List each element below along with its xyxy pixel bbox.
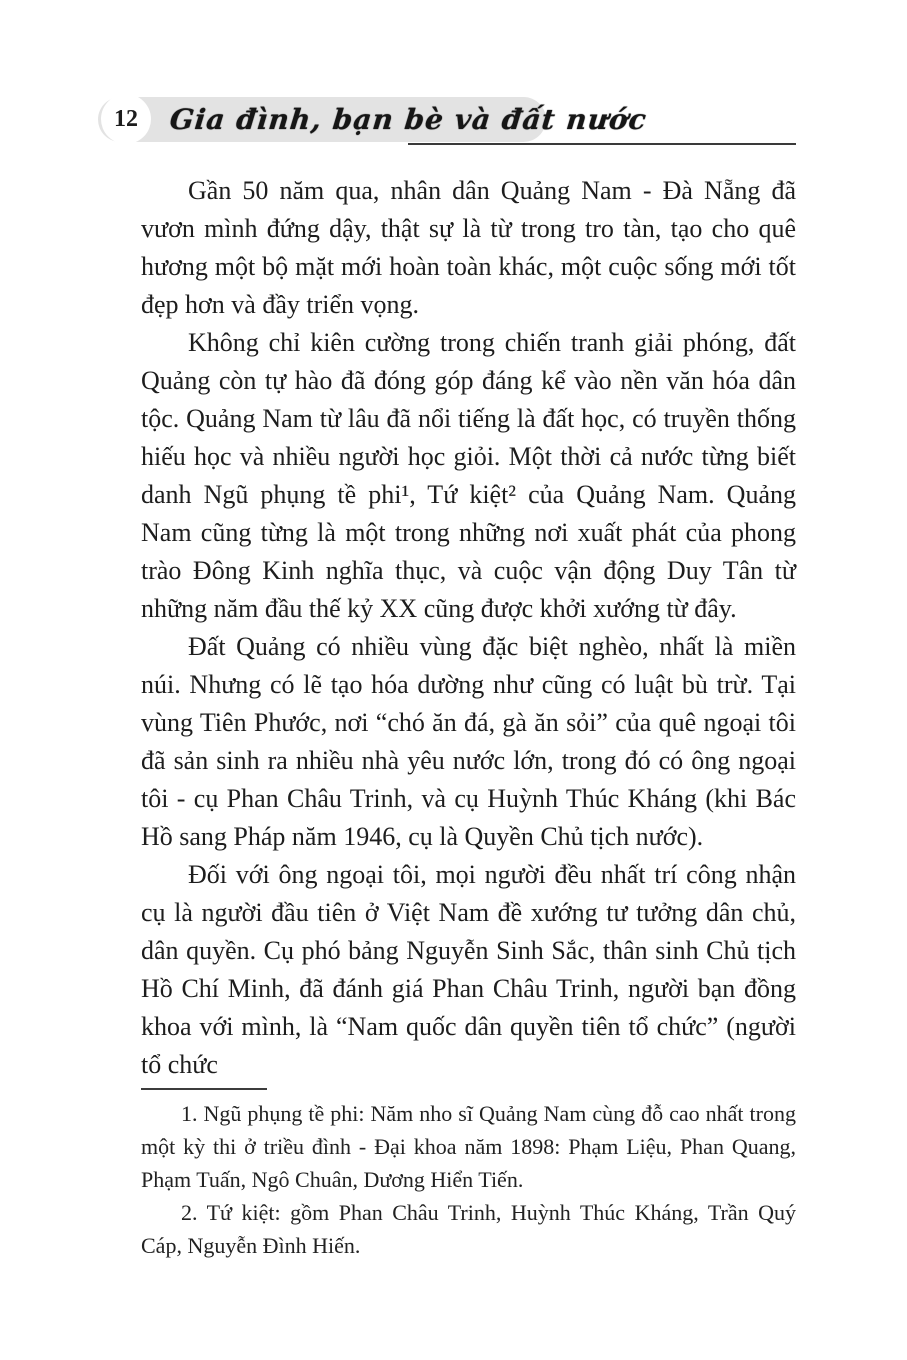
page-body [141, 172, 796, 1084]
header-rule [408, 143, 796, 145]
paragraph: Đối với ông ngoại tôi, mọi người đều nhất trí công nhận cụ là người đầu tiên ở Việt Nam đề xướng tư tưởng dân chủ, dân quyền. Cụ phó bảng Nguyễn Sinh Sắc, thân sinh Chủ tịch Hồ Chí Minh, đã đánh giá Phan Châu Trinh, người bạn đồng khoa với mình, là “Nam quốc dân quyền tiên tổ chức” (người tổ chức [141, 860, 796, 1079]
book-title: Gia đình, bạn bè và đất nước [168, 103, 649, 136]
footnote: 2. Tứ kiệt: gồm Phan Châu Trinh, Huỳnh Thúc Kháng, Trần Quý Cáp, Nguyễn Đình Hiến. [141, 1200, 796, 1258]
paragraph: Gần 50 năm qua, nhân dân Quảng Nam - Đà Nẵng đã vươn mình đứng dậy, thật sự là từ trong tro tàn, tạo cho quê hương một bộ mặt mới hoàn toàn khác, một cuộc sống mới tốt đẹp hơn và đầy triển vọng. [141, 176, 796, 319]
footnotes [141, 1097, 796, 1262]
paragraph: Đất Quảng có nhiều vùng đặc biệt nghèo, nhất là miền núi. Nhưng có lẽ tạo hóa dường như cũng có luật bù trừ. Tại vùng Tiên Phước, nơi “chó ăn đá, gà ăn sỏi” của quê ngoại tôi đã sản sinh ra nhiều nhà yêu nước lớn, trong đó có ông ngoại tôi - cụ Phan Châu Trinh, và cụ Huỳnh Thúc Kháng (khi Bác Hồ sang Pháp năm 1946, cụ là Quyền Chủ tịch nước). [141, 632, 796, 851]
paragraph: Không chỉ kiên cường trong chiến tranh giải phóng, đất Quảng còn tự hào đã đóng góp đáng kể vào nền văn hóa dân tộc. Quảng Nam từ lâu đã nổi tiếng là đất học, có truyền thống hiếu học và nhiều người học giỏi. Một thời cả nước từng biết danh Ngũ phụng tề phi¹, Tứ kiệt² của Quảng Nam. Quảng Nam cũng từng là một trong những nơi xuất phát của phong trào Đông Kinh nghĩa thục, và cuộc vận động Duy Tân từ những năm đầu thế kỷ XX cũng được khởi xướng từ đây. [141, 328, 796, 623]
header-banner [98, 97, 649, 142]
footnote-separator [141, 1088, 267, 1090]
page-number: 12 [114, 105, 138, 132]
footnote: 1. Ngũ phụng tề phi: Năm nho sĩ Quảng Nam cùng đỗ cao nhất trong một kỳ thi ở triều đình - Đại khoa năm 1898: Phạm Liệu, Phan Quang, Phạm Tuấn, Ngô Chuân, Dương Hiển Tiến. [141, 1101, 796, 1192]
